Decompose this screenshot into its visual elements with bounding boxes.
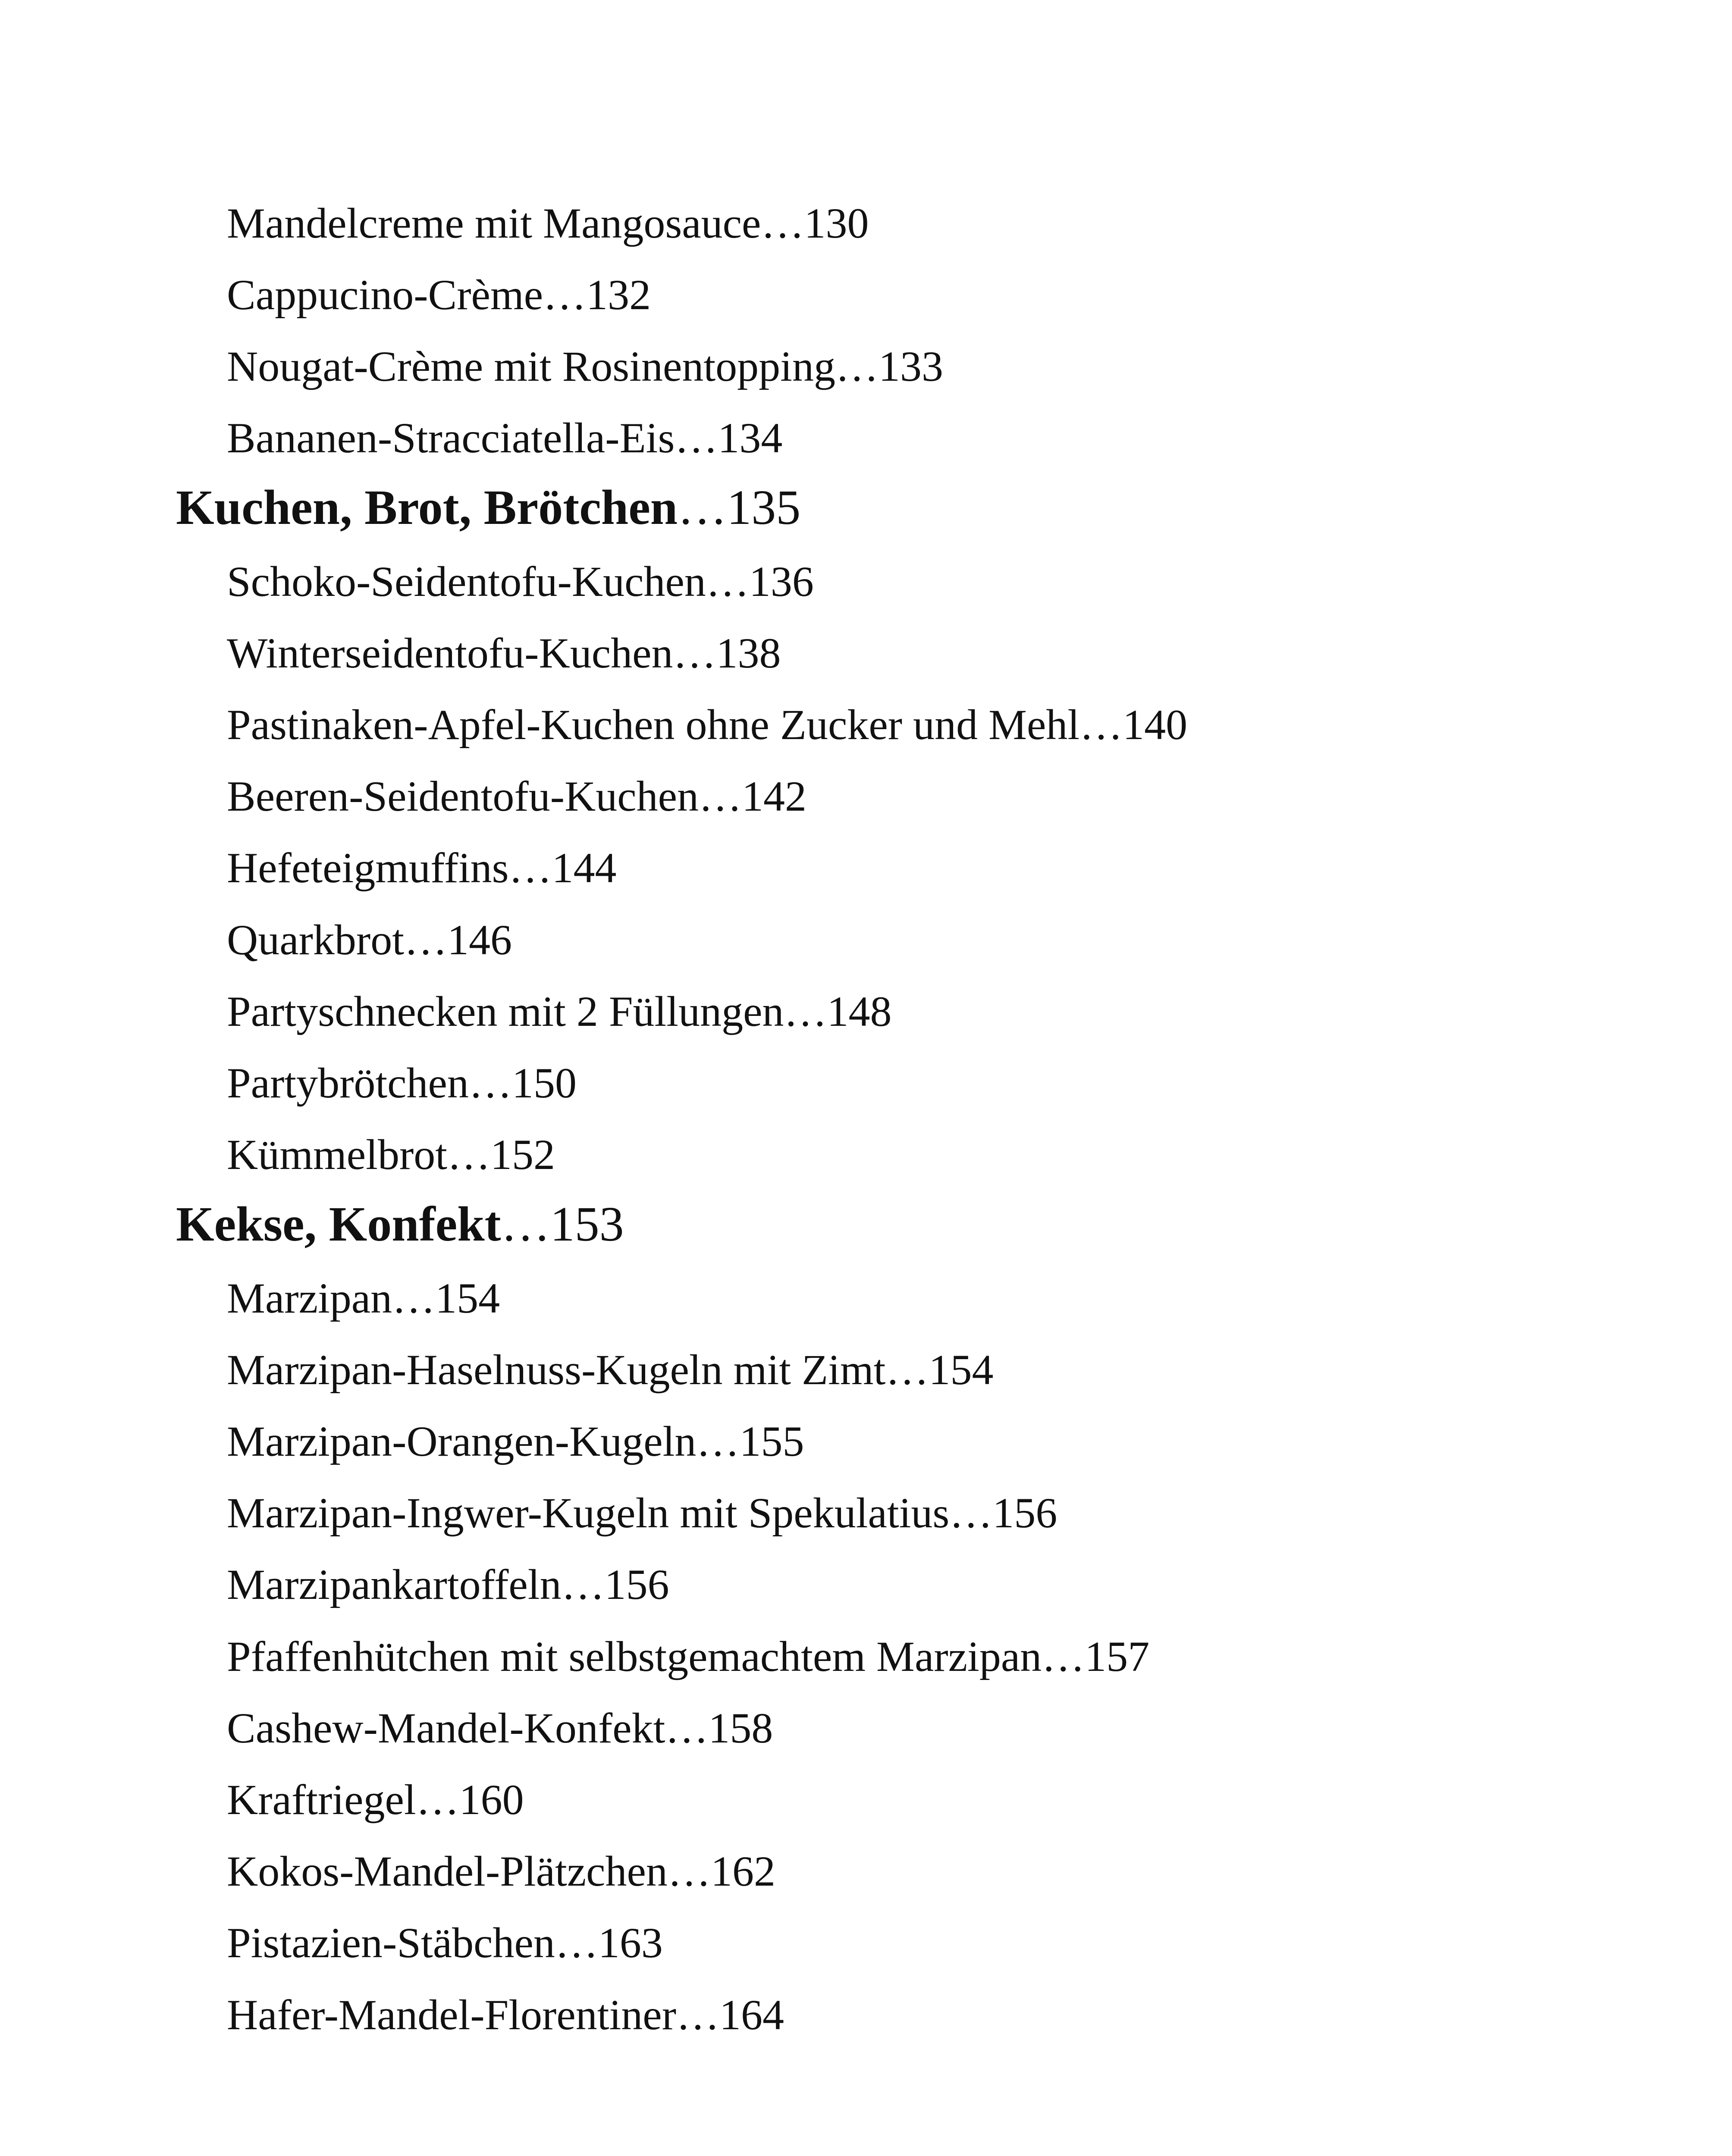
toc-leader: … [761, 199, 804, 247]
toc-entry [227, 1921, 663, 1965]
toc-title: Kümmelbrot [227, 1131, 448, 1178]
toc-entry [227, 1133, 555, 1176]
toc-leader: … [555, 1919, 598, 1967]
toc-title: Winterseidentofu-Kuchen [227, 629, 673, 677]
toc-title: Kekse, Konfekt [176, 1197, 501, 1251]
toc-leader: … [665, 1704, 709, 1752]
toc-entry [227, 1776, 524, 1824]
toc-section-heading [176, 480, 801, 535]
toc-leader: … [696, 1417, 740, 1465]
toc-leader: … [404, 916, 447, 964]
toc-title: Kuchen, Brot, Brötchen [176, 480, 678, 535]
toc-leader: … [678, 480, 727, 535]
toc-title: Hafer-Mandel-Florentiner [227, 1991, 676, 2039]
toc-title: Cappucino-Crème [227, 271, 543, 319]
toc-entry [227, 1847, 775, 1895]
toc-entry [227, 560, 814, 603]
toc-leader: … [784, 987, 827, 1035]
toc-leader: … [508, 844, 552, 892]
toc-entry [227, 1489, 1057, 1537]
toc-page-number: 133 [878, 342, 943, 390]
toc-page-number: 148 [827, 987, 892, 1035]
toc-entry [227, 1417, 804, 1465]
toc-leader: … [675, 414, 718, 462]
toc-title: Nougat-Crème mit Rosinentopping [227, 342, 835, 390]
toc-title: Hefeteigmuffins [227, 844, 509, 892]
toc-entry [227, 918, 512, 962]
toc-leader: … [1042, 1633, 1085, 1680]
toc-title: Kokos-Mandel-Plätzchen [227, 1847, 668, 1895]
toc-entry [227, 273, 651, 317]
toc-page-number: 164 [719, 1991, 784, 2039]
toc-entry [227, 987, 892, 1035]
toc-page-number: 130 [804, 199, 869, 247]
toc-entry [227, 1993, 784, 2037]
toc-leader: … [885, 1346, 929, 1394]
toc-title: Marzipan-Orangen-Kugeln [227, 1417, 697, 1465]
toc-page-number: 142 [742, 772, 806, 820]
toc-page-number: 156 [992, 1489, 1057, 1537]
toc-page-number: 134 [718, 414, 783, 462]
toc-title: Quarkbrot [227, 916, 404, 964]
toc-page-number: 163 [598, 1919, 663, 1967]
toc-page-number: 150 [511, 1059, 577, 1107]
toc-page-number: 160 [459, 1776, 524, 1824]
toc-leader: … [392, 1274, 436, 1322]
toc-title: Bananen-Stracciatella-Eis [227, 414, 675, 462]
toc-page-number: 155 [739, 1417, 804, 1465]
toc-leader: … [501, 1197, 550, 1251]
toc-entry [227, 1563, 669, 1606]
toc-title: Kraftriegel [227, 1776, 416, 1824]
toc-leader: … [699, 772, 742, 820]
toc-leader: … [543, 271, 587, 319]
toc-entry [227, 1059, 577, 1107]
toc-title: Schoko-Seidentofu-Kuchen [227, 558, 706, 605]
toc-entry [227, 199, 869, 247]
toc-entry [227, 846, 617, 890]
toc-entry [227, 1274, 500, 1322]
toc-entry [227, 772, 806, 820]
toc-entry [227, 414, 783, 462]
toc-title: Partybrötchen [227, 1059, 469, 1107]
toc-title: Cashew-Mandel-Konfekt [227, 1704, 665, 1752]
toc-page-number: 153 [550, 1197, 624, 1251]
toc-page-number: 162 [710, 1847, 775, 1895]
toc-title: Pfaffenhütchen mit selbstgemachtem Marzipan [227, 1633, 1042, 1680]
toc-page-number: 156 [604, 1561, 669, 1608]
toc-entry [227, 1704, 773, 1752]
toc-entry [227, 342, 943, 390]
toc-title: Marzipan [227, 1274, 392, 1322]
toc-page-number: 136 [749, 558, 814, 605]
toc-page-number: 154 [929, 1346, 994, 1394]
toc-entry [227, 1346, 994, 1394]
toc-title: Pastinaken-Apfel-Kuchen ohne Zucker und Mehl [227, 701, 1080, 749]
toc-section-heading [176, 1197, 624, 1251]
toc-page-number: 140 [1123, 701, 1188, 749]
toc-page-number: 135 [727, 480, 801, 535]
toc-leader: … [561, 1561, 605, 1608]
toc-title: Marzipan-Haselnuss-Kugeln mit Zimt [227, 1346, 886, 1394]
toc-page-number: 158 [708, 1704, 773, 1752]
toc-leader: … [949, 1489, 993, 1537]
toc-leader: … [1079, 701, 1123, 749]
toc-leader: … [667, 1847, 711, 1895]
toc-page-number: 144 [552, 844, 617, 892]
toc-page-number: 152 [490, 1131, 555, 1178]
toc-title: Mandelcreme mit Mangosauce [227, 199, 761, 247]
toc-leader: … [447, 1131, 491, 1178]
toc-leader: … [706, 558, 749, 605]
toc-page-number: 146 [447, 916, 512, 964]
toc-leader: … [416, 1776, 459, 1824]
toc-title: Marzipankartoffeln [227, 1561, 562, 1608]
toc-title: Beeren-Seidentofu-Kuchen [227, 772, 699, 820]
toc-leader: … [673, 629, 716, 677]
toc-leader: … [835, 342, 879, 390]
toc-title: Pistazien-Stäbchen [227, 1919, 555, 1967]
toc-entry [227, 1635, 1149, 1678]
toc-title: Partyschnecken mit 2 Füllungen [227, 987, 784, 1035]
toc-page-number: 157 [1085, 1633, 1150, 1680]
toc-page-number: 138 [716, 629, 781, 677]
toc-page-number: 154 [435, 1274, 500, 1322]
toc-leader: … [468, 1059, 512, 1107]
toc-leader: … [676, 1991, 719, 2039]
toc-page-number: 132 [586, 271, 651, 319]
toc-entry [227, 701, 1188, 749]
toc-entry [227, 629, 781, 677]
toc-title: Marzipan-Ingwer-Kugeln mit Spekulatius [227, 1489, 950, 1537]
